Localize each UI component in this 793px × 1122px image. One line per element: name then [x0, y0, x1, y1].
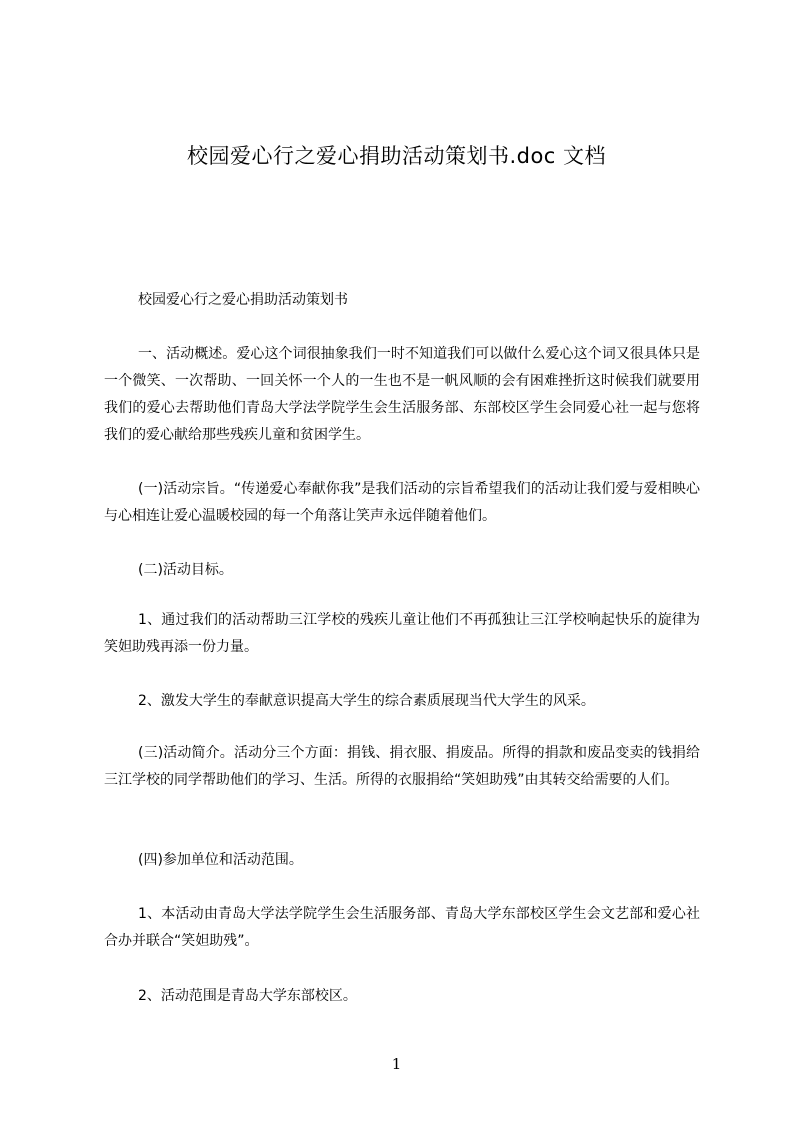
paragraph-goal-2: 2、激发大学生的奉献意识提高大学生的综合素质展现当代大学生的风采。 — [138, 693, 595, 709]
page-number: 1 — [391, 1055, 402, 1073]
paragraph-scope-1: 1、本活动由青岛大学法学院学生会生活服务部、青岛大学东部校区学生会文艺部和爱心社合办并联合“笑妲助残”。 — [104, 906, 700, 949]
paragraph-goal-heading: (二)活动目标。 — [138, 562, 233, 578]
paragraph-scope-2: 2、活动范围是青岛大学东部校区。 — [138, 988, 357, 1004]
paragraph-purpose: (一)活动宗旨。“传递爱心奉献你我”是我们活动的宗旨希望我们的活动让我们爱与爱相映心与心相连让爱心温暖校园的每一个角落让笑声永远伴随着他们。 — [104, 481, 700, 524]
document-title: 校园爱心行之爱心捐助活动策划书.doc 文档 — [186, 144, 607, 168]
paragraph-overview: 一、活动概述。爱心这个词很抽象我们一时不知道我们可以做什么爱心这个词又很具体只是一个微笑、一次帮助、一回关怀一个人的一生也不是一帆风顺的会有困难挫折这时候我们就要用我们的爱心去帮助他们青岛大学法学院学生会生活服务部、东部校区学生会同爱心社一起与您将我们的爱心献给那些残疾儿童和贫困学生。 — [104, 346, 700, 443]
paragraph-introduction: (三)活动简介。活动分三个方面：捐钱、捐衣服、捐废品。所得的捐款和废品变卖的钱捐给三江学校的同学帮助他们的学习、生活。所得的衣服捐给“笑妲助残”由其转交给需要的人们。 — [104, 745, 700, 788]
paragraph-goal-1: 1、通过我们的活动帮助三江学校的残疾儿童让他们不再孤独让三江学校响起快乐的旋律为笑妲助残再添一份力量。 — [104, 612, 700, 655]
paragraph-scope-heading: (四)参加单位和活动范围。 — [138, 852, 303, 868]
document-subtitle: 校园爱心行之爱心捐助活动策划书 — [138, 292, 348, 308]
